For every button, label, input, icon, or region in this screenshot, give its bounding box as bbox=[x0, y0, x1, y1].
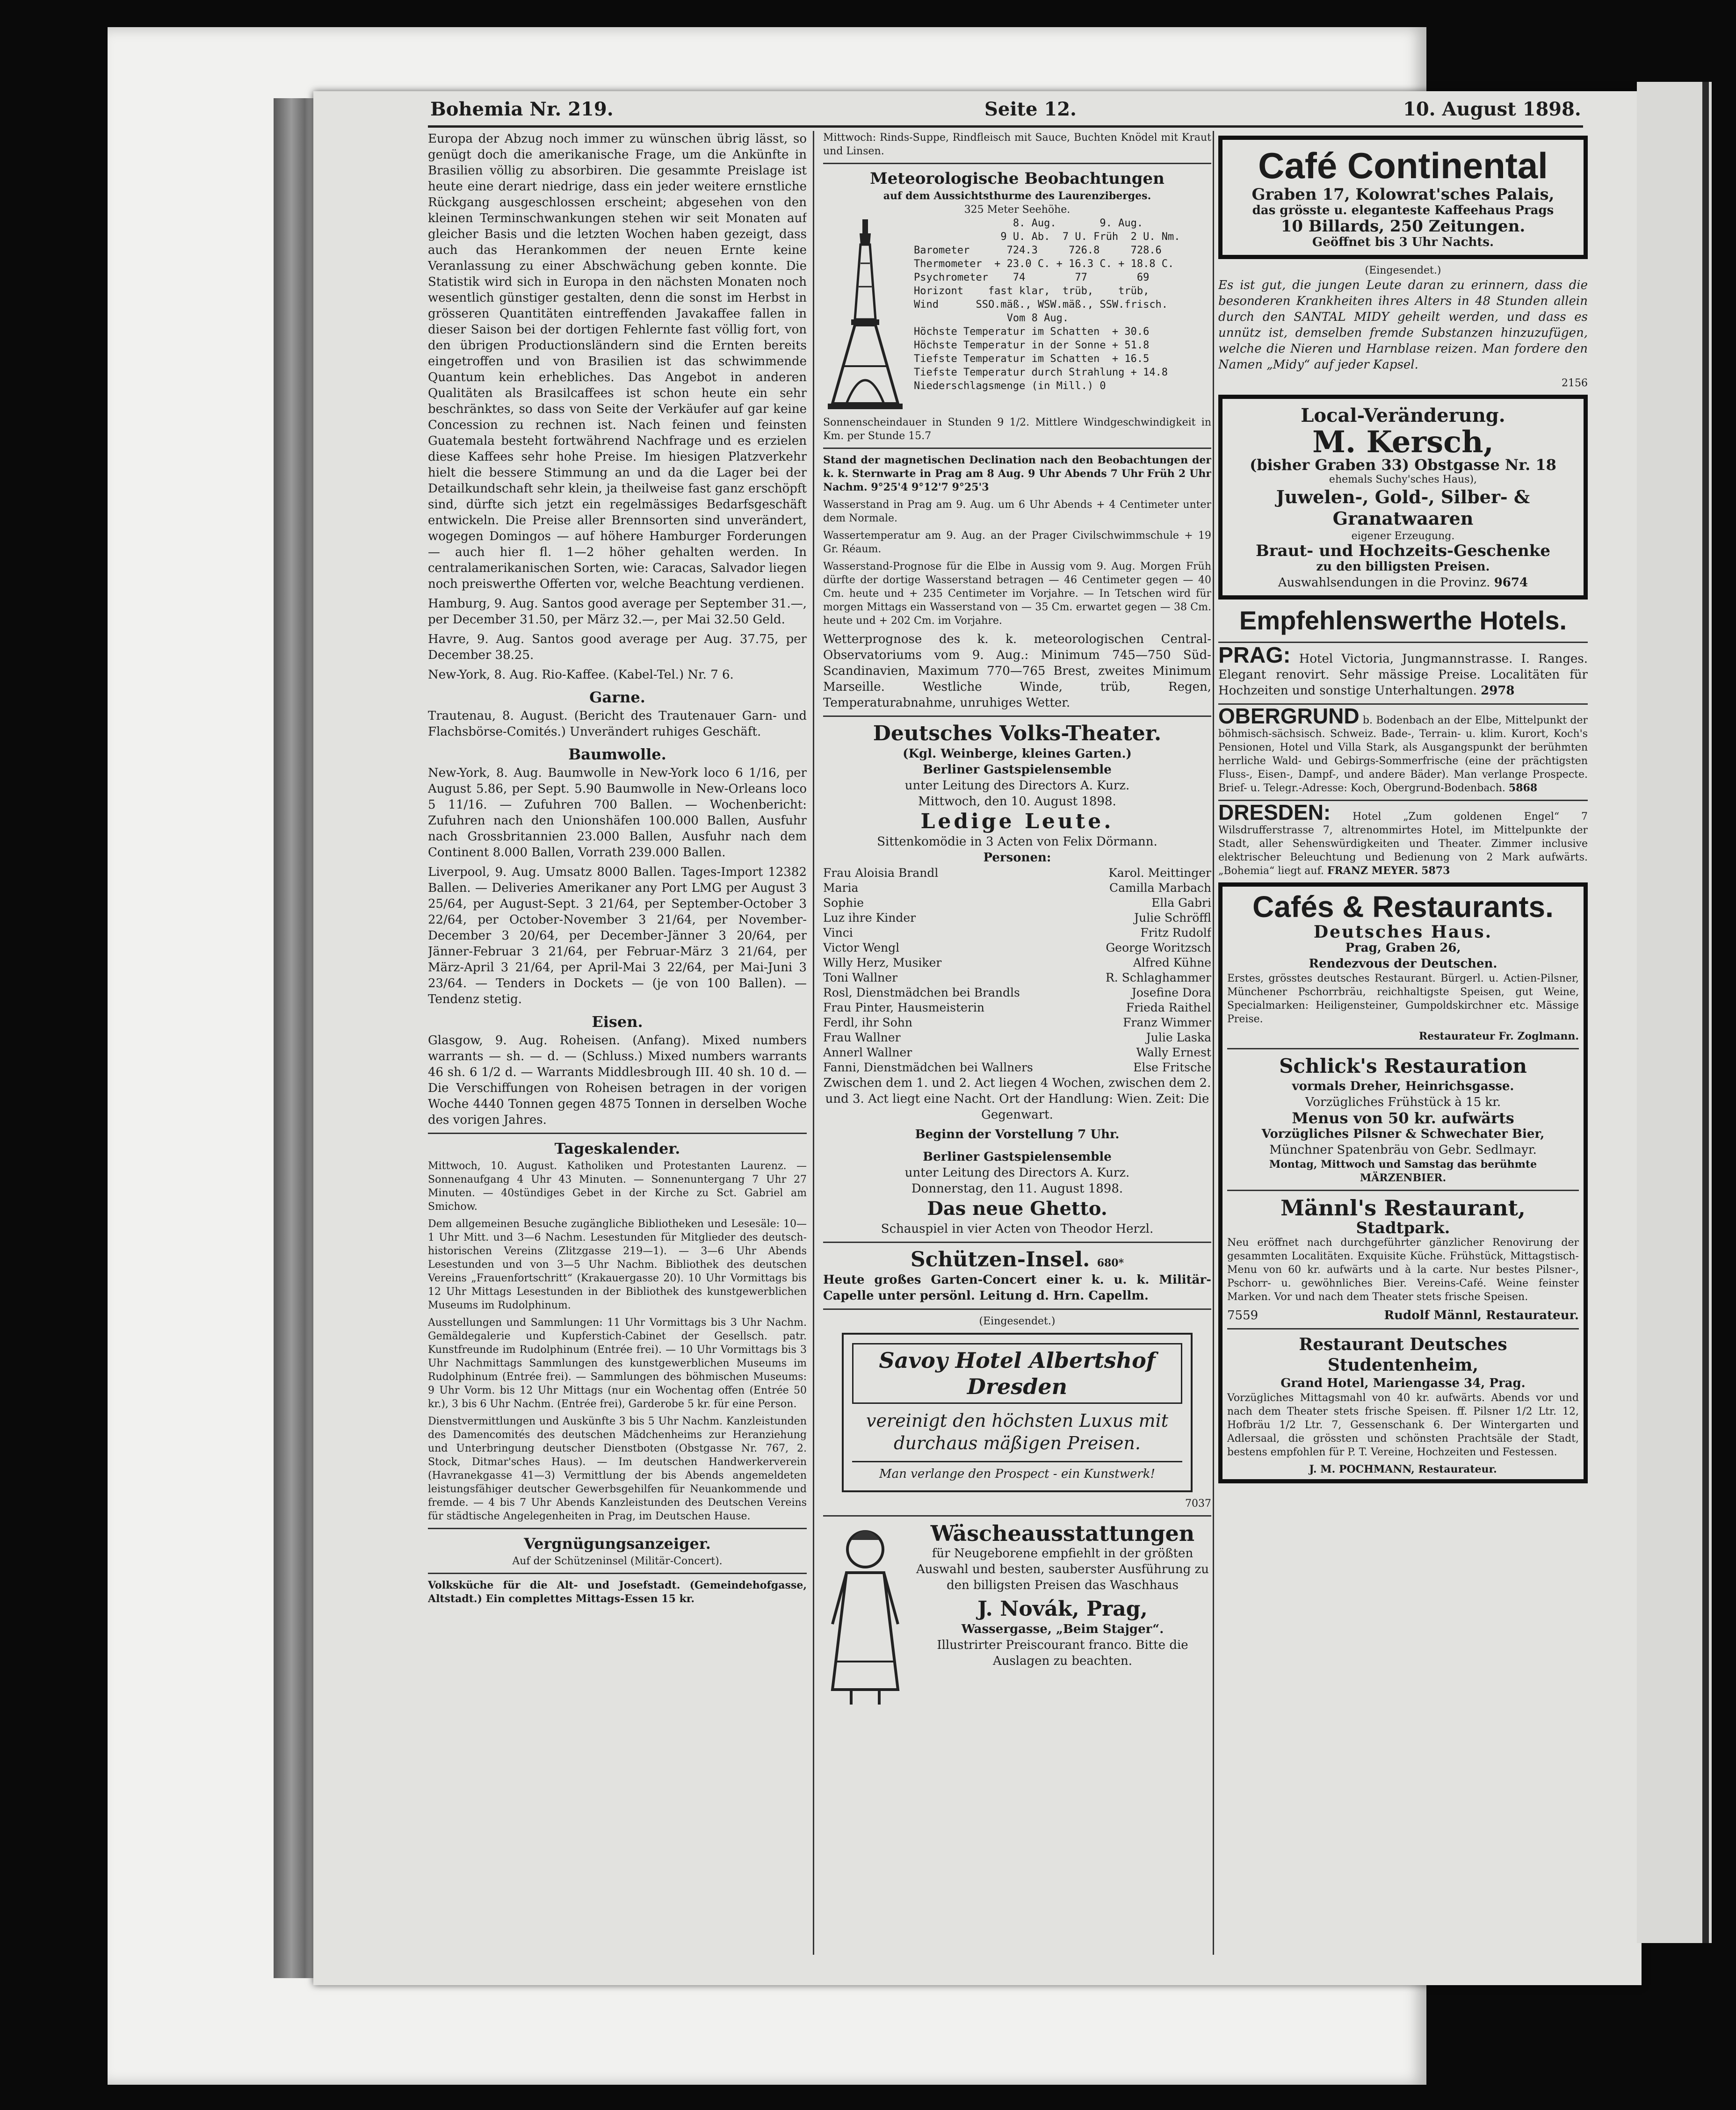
kersch-own: eigener Erzeugung. bbox=[1351, 530, 1455, 542]
market-new-york-cotton: New-York, 8. Aug. Baumwolle in New-York loco 6 1/16, per August 5.86, per Sept. 5.90 Baumwolle in New-Orleans loco 5 11/16. — Zufuhren 700 Ballen. — Wochenbericht: Zufuhren nach den Unionshäfen 100.000 Ballen, Ausfuhr nach Grossbritannien 23.000 Ballen, Ausfuhr nach dem Continent 8.000 Ballen, Vorrath 239.000 Ballen. bbox=[428, 766, 807, 860]
savoy-title: Savoy Hotel Albertshof Dresden bbox=[852, 1343, 1182, 1404]
meteo-footnote: Sonnenscheindauer in Stunden 9 1/2. Mittlere Windgeschwindigkeit in Km. per Stunde 15.7 bbox=[823, 417, 1211, 442]
studentenheim-owner: J. M. POCHMANN, Restaurateur. bbox=[1309, 1463, 1497, 1475]
market-liverpool: Liverpool, 9. Aug. Umsatz 8000 Ballen. Tages-Import 12382 Ballen. — Deliveries Amerikaner any Port LMG per August 3 25/64, per August-Sept. 3 21/64, per September-October 3 22/64, per October-November 3 21/64, per November-December 3 20/64, per December-Jänner 3 20/64, per Jänner-Februar 3 21/64, per Februar-März 3 21/64, per März-April 3 21/64, per April-Mai 3 22/64, per Mai-Juni 3 23/64. — Tenders in Dockets — (je von 100 Ballen). — Tendenz stetig. bbox=[428, 865, 807, 1006]
observation-tower-icon bbox=[823, 217, 907, 413]
coffee-report: Europa der Abzug noch immer zu wünschen übrig lässt, so genügt doch die amerikanische Frage, um die Ankünfte in Brasilien völlig zu absorbiren. Die gesammte Preislage ist heute eine derart niedrige, dass ein jeder weitere ernstliche Rückgang ausgeschlossen erscheint; abgesehen von den kleinen Terminschwankungen stehen wir seit Monaten auf gleicher Basis und die letzten Wochen haben gezeigt, dass auch das Herankommen der neuen Ernte keine Veranlassung zu einer Abschwächung geben konnte. Die Statistik wird sich in Europa in den nächsten Monaten noch wesentlich günstiger gestalten, denn die sonst im Herbst in grösseren Quantitäten eintreffenden Javakaffee fallen in dieser Saison bei der dortigen Fehlernte fast völlig fort, von den übrigen Productionsländern sind die Ernten bereits eingetroffen und von Brasilien ist das schwimmende Quantum kein erhebliches. Das Angebot in anderen Qualitäten als Brasilcaffees ist schon heute ein sehr beschränktes, so dass von Seite der Verkäufer auf gar keine Concession zu rechnen ist. Nach feinen und feinsten Guatemala besteht fortwährend Nachfrage und es erzielen diese Kaffees sehr hohe Preise. Im hiesigen Platzverkehr hielt die bessere Stimmung an und da die Lager bei der Detailkundschaft sehr klein, ja theilweise fast ganz erschöpft sind, dürfte sich jetzt ein regelmässiges Bedarfsgeschäft entwickeln. Die Preise aller Brennsorten sind unverändert, wogegen Domingos — auf höhere Hamburger Forderungen — auch hier fl. 1—2 höher gehalten werden. In centralamerikanischen Sorten, wie: Caracas, Salvador liegen noch preiswerthe Offerten vor, welche Beachtung verdienen. bbox=[428, 132, 807, 591]
header-rule bbox=[428, 125, 1583, 128]
cast-row: Rosl, Dienstmädchen bei Brandls Josefine Dora bbox=[823, 986, 1211, 999]
eingesendet-label: (Eingesendet.) bbox=[979, 1315, 1056, 1327]
studentenheim-heading: Restaurant Deutsches Studentenheim, bbox=[1299, 1335, 1507, 1375]
kersch-prices: zu den billigsten Preisen. bbox=[1316, 560, 1490, 574]
section-tageskalender: Tageskalender. bbox=[554, 1140, 680, 1157]
divider bbox=[823, 1515, 1211, 1517]
play-note: Zwischen dem 1. und 2. Act liegen 4 Wochen, zwischen dem 2. und 3. Act liegt eine Nacht. Ort der Handlung: Wien. Zeit: Die Gegenwart. bbox=[823, 1076, 1211, 1122]
column-markets-calendar bbox=[428, 131, 807, 1955]
kersch-ad bbox=[1218, 395, 1588, 600]
menu-notice: Mittwoch: Rinds-Suppe, Rindfleisch mit Sauce, Buchten Knödel mit Kraut und Linsen. bbox=[823, 132, 1211, 157]
waesche-heading: Wäscheausstattungen bbox=[930, 1521, 1195, 1546]
meteo-heading: Meteorologische Beobachtungen bbox=[870, 169, 1165, 188]
cast-list bbox=[823, 866, 1211, 1075]
schlick-beer: Vorzügliches Pilsner & Schwechater Bier, bbox=[1261, 1127, 1545, 1141]
water-level: Wasserstand in Prag am 9. Aug. um 6 Uhr Abends + 4 Centimeter unter dem Normale. bbox=[823, 499, 1211, 524]
kersch-heading: Local-Veränderung. bbox=[1301, 405, 1505, 426]
schlick-heading: Schlick's Restauration bbox=[1279, 1055, 1527, 1077]
eingesendet-label: (Eingesendet.) bbox=[1365, 265, 1441, 276]
maennl-footer: 7559 Rudolf Männl, Restaurateur. bbox=[1227, 1308, 1579, 1322]
next-page-edge bbox=[1637, 82, 1712, 1943]
next-page-gutter bbox=[1702, 82, 1709, 1943]
hotels-heading: Empfehlenswerthe Hotels. bbox=[1239, 606, 1567, 635]
play-begin: Beginn der Vorstellung 7 Uhr. bbox=[915, 1127, 1120, 1142]
santal-midy-notice: Es ist gut, die jungen Leute daran zu erinnern, dass die besonderen Krankheiten ihres Alters in 48 Stunden allein durch den SANTAL MIDY geheilt werden, und dass es unnütz ist, demselben fremde Substanzen hinzuzufügen, welche die Nieren und Harnblase reizen. Man fordere den Namen „Midy“ auf jeder Kapsel. bbox=[1218, 278, 1588, 372]
schlick-sub: vormals Dreher, Heinrichsgasse. bbox=[1292, 1079, 1514, 1093]
cast-row: Ferdl, ihr Sohn Franz Wimmer bbox=[823, 1016, 1211, 1029]
waesche-text: für Neugeborene empfiehlt in der größten Auswahl und besten, sauberster Ausführung zu den billigsten Preisen das Waschhaus bbox=[916, 1546, 1209, 1592]
divider bbox=[1227, 1190, 1579, 1191]
market-hamburg: Hamburg, 9. Aug. Santos good average per September 31.—, per December 31.50, per März 32.—, per Mai 32.50 Geld. bbox=[428, 597, 807, 627]
market-havre: Havre, 9. Aug. Santos good average per Aug. 37.75, per December 38.25. bbox=[428, 632, 807, 662]
cafe-continental-ad bbox=[1218, 136, 1588, 259]
meteo-table: 8. Aug. 9. Aug. 9 U. Ab. 7 U. Früh 2 U. Nm. Barometer 724.3 726.8 728.6 Thermometer + 23.0 C. + 16.3 C. + 18.8 C. Psychrometer 74 77 69 Horizont fast klar, trüb, trüb, Wind SSO.mäß., WSW.mäß., SSW.frisch. Vom 8 Aug. Höchste Temperatur im Schatten + 30.6 Höchste Temperatur in der Sonne + 51.8 Tiefste Temperatur im Schatten + 16.5 Tiefste Temperatur durch Strahlung + 14.8 Niederschlagsmenge (in Mill.) 0 bbox=[914, 217, 1180, 392]
schlick-spaten: Münchner Spatenbräu von Gebr. Sedlmayr. bbox=[1269, 1143, 1537, 1157]
cast-row: Willy Herz, Musiker Alfred Kühne bbox=[823, 956, 1211, 969]
meteo-height: 325 Meter Seehöhe. bbox=[964, 204, 1071, 216]
cast-row: Maria Camilla Marbach bbox=[823, 881, 1211, 895]
studentenheim-text: Vorzügliches Mittagsmahl von 40 kr. aufwärts. Abends vor und nach dem Theater stets frische Speisen. ff. Pilsner 1/2 Ltr. 12, Hofbräu 1/2 Ltr. 7, Gessenschank 6. Der Wintergarten und Adlersaal, die grössten und schönsten Prachtsäle der Stadt, bestens empfohlen für P. T. Vereine, Hochzeiten und Festessen. bbox=[1227, 1392, 1579, 1458]
novak-address: Wassergasse, „Beim Stajger“. bbox=[961, 1622, 1164, 1636]
volkskueche-notice: Volksküche für die Alt- und Josefstadt. (Gemeindehofgasse, Altstadt.) Ein complettes Mittags-Essen 15 kr. bbox=[428, 1579, 807, 1605]
play-title: Ledige Leute. bbox=[920, 809, 1114, 833]
calendar-exhibitions: Ausstellungen und Sammlungen: 11 Uhr Vormittags bis 3 Uhr Nachm. Gemäldegalerie und Kupferstich-Cabinet der Gesellsch. patr. Kunstfreunde im Rudolphinum (Entrée frei). — 10 Uhr Vormittags bis 3 Uhr Nachmittags Sammlungen des kunstgewerblichen Museums im Rudolphinum (Entrée frei). — Sammlungen des böhmischen Museums: 9 Uhr Vorm. bis 12 Uhr Mittags (nur ein Wochentag offen (Entrée 50 kr.), 3 bis 6 Uhr Nachm. (Entrée frei), Garderobe 5 kr. für eine Person. bbox=[428, 1317, 807, 1410]
market-glasgow: Glasgow, 9. Aug. Roheisen. (Anfang). Mixed numbers warrants — sh. — d. — (Schluss.) Mixed numbers warrants 46 sh. 6 1/2 d. — Warrants Middlesbrough III. 40 sh. 10 d. — Die Verschiffungen von Roheisen betragen in der vorigen Woche 4440 Tonnen gegen 4875 Tonnen in derselben Woche des vorigen Jahres. bbox=[428, 1033, 807, 1127]
section-vergnuegungsanzeiger: Vergnügungsanzeiger. bbox=[524, 1535, 711, 1553]
divider bbox=[428, 1133, 807, 1134]
maennl-text: Neu eröffnet nach durchgeführter gänzlicher Renovirung der gesammten Localitäten. Exquisite Küche. Frühstück, Mittagstisch-Menu von 60 kr. aufwärts und à la carte. Nur bestes Pilsner-, Pschorr- u. gewöhnliches Bier. Vereins-Café. Weine feinster Marken. Vor und nach dem Theater stets frische Speisen. bbox=[1227, 1237, 1579, 1303]
page-stack-edge bbox=[274, 98, 318, 1978]
theatre-location: (Kgl. Weinberge, kleines Garten.) bbox=[903, 747, 1132, 761]
child-figure-icon bbox=[823, 1521, 907, 1708]
schlick-days: Montag, Mittwoch und Samstag das berühmte MÄRZENBIER. bbox=[1269, 1158, 1537, 1184]
cast-row: Frau Pinter, Hausmeisterin Frieda Raithel bbox=[823, 1001, 1211, 1014]
theatre-ensemble: Berliner Gastspielensemble bbox=[923, 763, 1112, 777]
kersch-gifts: Braut- und Hochzeits-Geschenke bbox=[1256, 542, 1550, 560]
theatre-heading: Deutsches Volks-Theater. bbox=[873, 722, 1162, 745]
section-eisen: Eisen. bbox=[592, 1013, 643, 1031]
market-trautenau: Trautenau, 8. August. (Bericht des Trautenauer Garn- und Flachsbörse-Comités.) Unverändert ruhiges Geschäft. bbox=[428, 709, 807, 739]
deutsches-haus-heading: Deutsches Haus. bbox=[1313, 922, 1493, 942]
divider bbox=[823, 1242, 1211, 1243]
schlick-menus: Menus von 50 kr. aufwärts bbox=[1292, 1109, 1514, 1127]
studentenheim-address: Grand Hotel, Mariengasse 34, Prag. bbox=[1280, 1376, 1526, 1390]
amusement-entry: Auf der Schützeninsel (Militär-Concert). bbox=[512, 1555, 723, 1567]
cast-row: Frau Aloisia Brandl Karol. Meittinger bbox=[823, 866, 1211, 880]
maennl-heading: Männl's Restaurant, bbox=[1280, 1195, 1526, 1221]
hotel-obergrund: OBERGRUND b. Bodenbach an der Elbe, Mittelpunkt der böhmisch-sächsisch. Schweiz. Bade-, Terrain- u. klim. Kurort, Koch's Pensionen, Hotel und Villa Stark, als Ausgangspunkt der berühmten herrliche Wald- und Gebirgs-Sommerfrische (eine der prächtigsten Fluss-, Eisen-, Dampf-, und andere Bäder). Man verlange Prospecte. Brief- u. Telegr.-Adresse: Koch, Obergrund-Bodenbach. 5868 bbox=[1218, 704, 1588, 794]
masthead-issue: Bohemia Nr. 219. bbox=[430, 98, 614, 120]
cafes-restaurants-block bbox=[1218, 882, 1588, 1483]
column-advertisements bbox=[1218, 131, 1588, 1955]
divider bbox=[428, 1573, 807, 1574]
novak-footer: Illustrirter Preiscourant franco. Bitte die Auslagen zu beachten. bbox=[937, 1638, 1188, 1668]
cast-heading: Personen: bbox=[983, 851, 1051, 865]
cast-row: Victor Wengl George Woritzsch bbox=[823, 941, 1211, 954]
kersch-address: (bisher Graben 33) Obstgasse Nr. 18 bbox=[1250, 456, 1556, 474]
hotel-dresden: DRESDEN: Hotel „Zum goldenen Engel“ 7 Wilsdrufferstrasse 7, altrenommirtes Hotel, im Mittelpunkte der Stadt, aller Sehenswürdigkeiten und Theater. Zimmer inclusive elektrischer Beleuchtung und Bedienung von 2 Mark aufwärts. „Bohemia“ liegt auf. FRANZ MEYER. 5873 bbox=[1218, 800, 1588, 877]
theatre2-date: Donnerstag, den 11. August 1898. bbox=[911, 1182, 1123, 1196]
divider bbox=[823, 448, 1211, 449]
cast-row: Luz ihre Kinder Julie Schröffl bbox=[823, 911, 1211, 925]
column-weather-theatre bbox=[823, 131, 1211, 1955]
column-rule-1 bbox=[813, 131, 814, 1955]
savoy-ad-number: 7037 bbox=[1185, 1498, 1211, 1510]
deutsches-haus-owner: Restaurateur Fr. Zoglmann. bbox=[1418, 1030, 1579, 1042]
play-subtitle: Sittenkomödie in 3 Acten von Felix Dörmann. bbox=[877, 835, 1157, 849]
divider bbox=[428, 1528, 807, 1529]
divider bbox=[823, 1308, 1211, 1310]
kersch-address-note: ehemals Suchy'sches Haus), bbox=[1329, 474, 1477, 485]
savoy-hotel-ad bbox=[842, 1333, 1193, 1492]
cast-row: Frau Wallner Julie Laska bbox=[823, 1031, 1211, 1044]
cafe-continental-hours: Geöffnet bis 3 Uhr Nachts. bbox=[1312, 235, 1494, 249]
calendar-today: Mittwoch, 10. August. Katholiken und Protestanten Laurenz. — Sonnenaufgang 4 Uhr 43 Minuten. — Sonnenuntergang 7 Uhr 27 Minuten. — 40stündiges Gebet in der Kirche zu Sct. Gabriel am Smichow. bbox=[428, 1160, 807, 1213]
cafes-heading: Cafés & Restaurants. bbox=[1252, 890, 1554, 924]
theatre2-ensemble: Berliner Gastspielensemble bbox=[923, 1150, 1112, 1164]
section-garne: Garne. bbox=[589, 688, 645, 706]
kersch-wares: Juwelen-, Gold-, Silber- & Granatwaaren bbox=[1276, 486, 1530, 529]
deutsches-haus-address: Prag, Graben 26, bbox=[1345, 941, 1461, 955]
cafe-continental-billiards: 10 Billards, 250 Zeitungen. bbox=[1280, 217, 1526, 236]
divider bbox=[1227, 1328, 1579, 1330]
cafe-continental-address: Graben 17, Kolowrat'sches Palais, bbox=[1251, 185, 1555, 204]
column-rule-2 bbox=[1213, 131, 1214, 1955]
deutsches-haus-text: Erstes, grösstes deutsches Restaurant. Bürgerl. u. Actien-Pilsner, Münchener Pschorrbräu, reichhaltigste Speisen, gut Weine, Specialmarken: Heiligensteiner, Gumpoldskirchner etc. Mässige Preise. bbox=[1227, 973, 1579, 1025]
cast-row: Annerl Wallner Wally Ernest bbox=[823, 1046, 1211, 1059]
schuetzen-text: Heute großes Garten-Concert einer k. u. k. Militär-Capelle unter persönl. Leitung d. Hrn. Capellm. bbox=[823, 1273, 1211, 1303]
play2-subtitle: Schauspiel in vier Acten von Theodor Herzl. bbox=[881, 1222, 1154, 1236]
cast-row: Vinci Fritz Rudolf bbox=[823, 926, 1211, 939]
theatre-date: Mittwoch, den 10. August 1898. bbox=[918, 795, 1116, 809]
cafe-continental-title: Café Continental bbox=[1258, 145, 1548, 186]
meteo-subheading: auf dem Aussichtsthurme des Laurenziberges. bbox=[883, 190, 1151, 202]
water-temperature: Wassertemperatur am 9. Aug. an der Prager Civilschwimmschule + 19 Gr. Réaum. bbox=[823, 530, 1211, 555]
hotel-prag: PRAG: Hotel Victoria, Jungmannstrasse. I. Ranges. Elegant renovirt. Sehr mässige Preise. Localitäten für Hochzeiten und sonstige Unterhaltungen. 2978 bbox=[1218, 643, 1588, 698]
schlick-breakfast: Vorzügliches Frühstück à 15 kr. bbox=[1305, 1095, 1501, 1109]
magnetic-declination: Stand der magnetischen Declination nach den Beobachtungen der k. k. Sternwarte in Prag am 8 Aug. 9 Uhr Abends 7 Uhr Früh 2 Uhr Nachm. 9°25'4 9°12'7 9°25'3 bbox=[823, 454, 1211, 493]
cast-row: Toni Wallner R. Schlaghammer bbox=[823, 971, 1211, 984]
cafe-continental-sub: das grösste u. eleganteste Kaffeehaus Prags bbox=[1252, 203, 1554, 217]
calendar-libraries: Dem allgemeinen Besuche zugängliche Bibliotheken und Lesesäle: 10—1 Uhr Mitt. und 3—6 Nachm. Lesestunden für Mitglieder des deutsch-historischen Vereins (Zlitzgasse 219—1). — 3—6 Uhr Abends Lesestunden und von 3—5 Uhr Nachm. Bibliothek des deutschen Vereins „Frauenfortschritt“ (Krakauergasse 20). 10 Uhr Vormittags bis 12 Uhr Mittags Lesestunden in der Bibliothek des kunstgewerblichen Museums im Rudolphinum. bbox=[428, 1218, 807, 1311]
page-number: Seite 12. bbox=[984, 98, 1077, 120]
kersch-province: Auswahlsendungen in die Provinz. 9674 bbox=[1278, 576, 1528, 590]
calendar-services: Dienstvermittlungen und Auskünfte 3 bis 5 Uhr Nachm. Kanzleistunden des Damencomités des deutschen Mädchenheims zur Heranziehung und Unterbringung deutscher Dienstboten (Obstgasse Nr. 767, 2. Stock, Ditmar'sches Haus). — Im deutschen Handwerkerverein (Havranekgasse 41—3) Vermittlung der bis Abends angemeldeten leistungsfähiger deutscher Gewerbsgehilfen für Neuankommende und fremde. — 4 bis 7 Uhr Abends Kanzleistunden des Deutschen Vereins für städtische Angelegenheiten in Prag, im Deutschen Hause. bbox=[428, 1416, 807, 1522]
santal-ad-number: 2156 bbox=[1562, 377, 1588, 389]
divider bbox=[1227, 1048, 1579, 1049]
divider bbox=[823, 715, 1211, 717]
savoy-tagline: vereinigt den höchsten Luxus mit durchaus mäßigen Preisen. bbox=[866, 1410, 1168, 1453]
divider bbox=[823, 163, 1211, 164]
issue-date: 10. August 1898. bbox=[1403, 98, 1581, 120]
cast-row: Sophie Ella Gabri bbox=[823, 896, 1211, 910]
theatre-director: unter Leitung des Directors A. Kurz. bbox=[904, 779, 1130, 793]
deutsches-haus-sub: Rendezvous der Deutschen. bbox=[1309, 957, 1497, 971]
schuetzen-heading: Schützen-Insel. 680* bbox=[910, 1248, 1124, 1272]
section-baumwolle: Baumwolle. bbox=[568, 745, 666, 763]
theatre2-director: unter Leitung des Directors A. Kurz. bbox=[904, 1166, 1130, 1180]
savoy-prospect: Man verlange den Prospect - ein Kunstwerk! bbox=[852, 1461, 1182, 1482]
market-new-york-coffee: New-York, 8. Aug. Rio-Kaffee. (Kabel-Tel.) Nr. 7 6. bbox=[428, 668, 734, 682]
play2-title: Das neue Ghetto. bbox=[927, 1198, 1107, 1220]
weather-forecast: Wetterprognose des k. k. meteorologischen Central-Observatoriums vom 9. Aug.: Minimum 745—750 Süd-Scandinavien, Maximum 770—765 Brest, zweites Minimum Marseille. Westliche Winde, trüb, Regen, Temperaturabnahme, unruhiges Wetter. bbox=[823, 632, 1211, 710]
elbe-forecast: Wasserstand-Prognose für die Elbe in Aussig vom 9. Aug. Morgen Früh dürfte der dortige Wasserstand betragen — 46 Centimeter gegen — 40 Cm. heute und + 235 Centimeter im Vorjahre. — In Tetschen wird für morgen Mittags ein Wasserstand von — 35 Cm. erwartet gegen — 38 Cm. heute und + 202 Cm. im Vorjahre. bbox=[823, 561, 1211, 627]
cast-row: Fanni, Dienstmädchen bei Wallners Else Fritsche bbox=[823, 1061, 1211, 1074]
novak-name: J. Novák, Prag, bbox=[977, 1597, 1148, 1621]
maennl-sub: Stadtpark. bbox=[1356, 1219, 1450, 1237]
kersch-name: M. Kersch, bbox=[1312, 425, 1494, 460]
